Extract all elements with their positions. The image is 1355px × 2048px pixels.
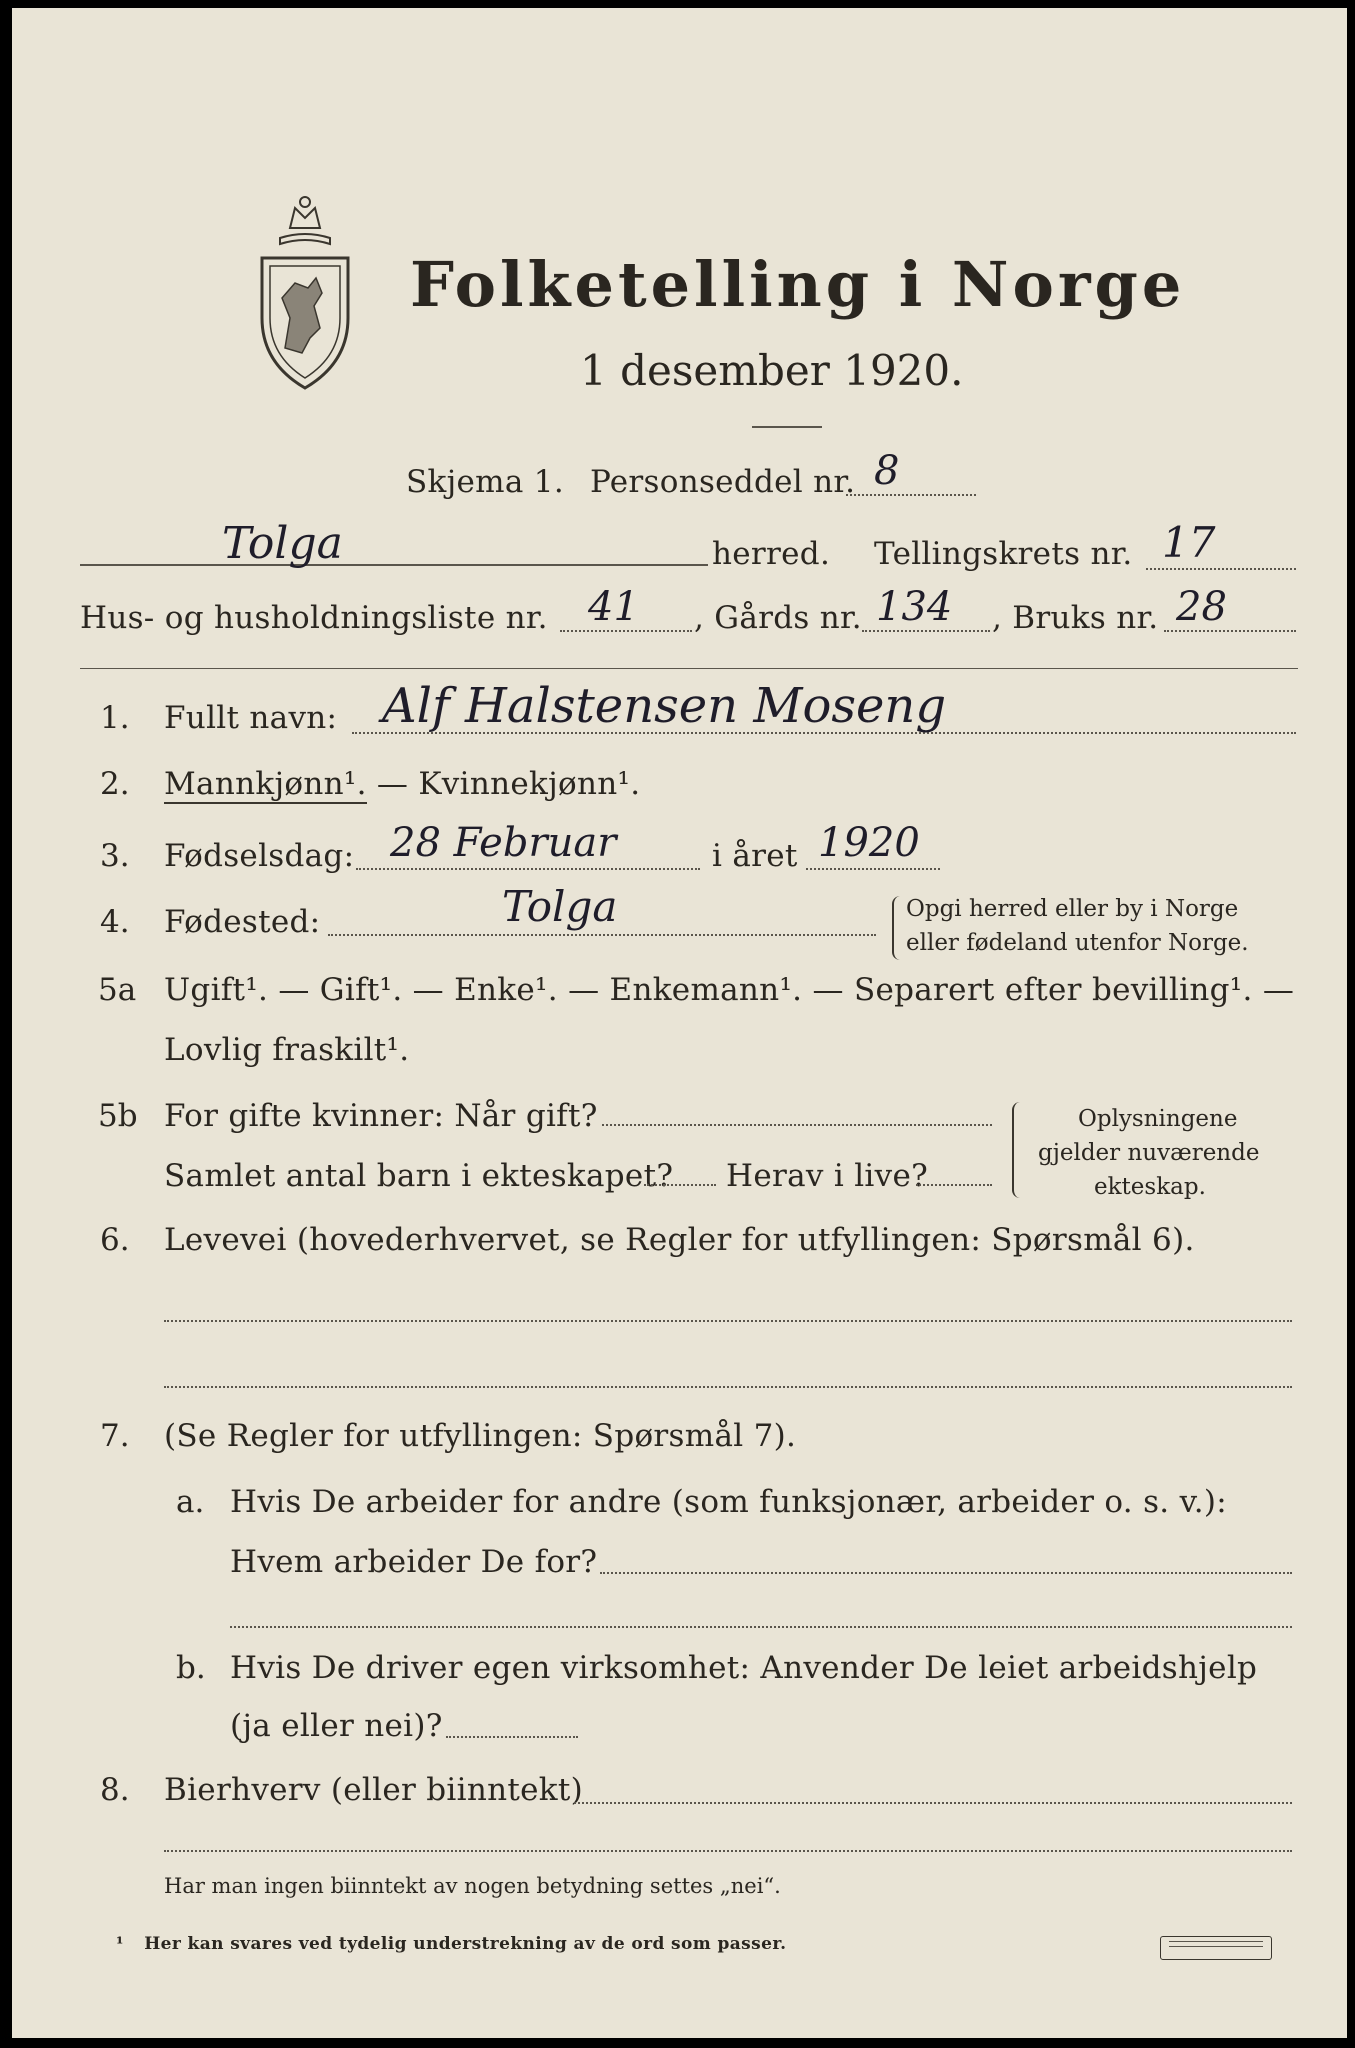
q6-line2 <box>164 1386 1292 1388</box>
census-form <box>12 8 1347 2038</box>
skjema-label: Skjema 1. <box>406 464 564 500</box>
q1-number: 1. <box>100 700 130 736</box>
q7a-line1: Hvis De arbeider for andre (som funksjonær, arbeider o. s. v.): <box>230 1484 1228 1520</box>
year-line <box>806 868 940 870</box>
bruks-nr: 28 <box>1176 584 1227 630</box>
nei-note: Har man ingen biinntekt av nogen betydning settes „nei“. <box>164 1874 781 1898</box>
printer-stamp <box>1160 1936 1272 1960</box>
bruks-label: , Bruks nr. <box>992 600 1159 636</box>
q5a-number: 5a <box>98 972 137 1008</box>
q5b-line1: For gifte kvinner: Når gift? <box>164 1098 598 1134</box>
q7-label: (Se Regler for utfyllingen: Spørsmål 7). <box>164 1418 797 1454</box>
q5a-line2: Lovlig fraskilt¹. <box>164 1032 410 1068</box>
q7a-line2: Hvem arbeider De for? <box>230 1544 598 1580</box>
q3-number: 3. <box>100 838 130 874</box>
q8-answer-line1 <box>574 1802 1292 1804</box>
q4-note-line1: Opgi herred eller by i Norge <box>906 896 1239 922</box>
q7b-line1: Hvis De driver egen virksomhet: Anvender De leiet arbeidshjelp <box>230 1650 1258 1686</box>
sex-separator: — <box>366 766 419 802</box>
q5b-bracket <box>1012 1102 1022 1198</box>
title-divider <box>752 426 822 428</box>
personseddel-label: Personseddel nr. <box>590 464 856 500</box>
q1-label: Fullt navn: <box>164 700 338 736</box>
q4-label: Fødested: <box>164 904 321 940</box>
herred-value: Tolga <box>222 518 343 569</box>
hus-line <box>560 630 692 632</box>
hus-label: Hus- og husholdningsliste nr. <box>80 600 548 636</box>
form-title: Folketelling i Norge <box>410 248 1186 321</box>
bruks-line <box>1164 630 1296 632</box>
coat-of-arms-icon <box>250 188 360 398</box>
tellingskrets-label: Tellingskrets nr. <box>874 536 1133 572</box>
gards-line <box>862 630 990 632</box>
herred-label: herred. <box>712 536 831 572</box>
q6-number: 6. <box>100 1222 130 1258</box>
q3-line <box>356 868 700 870</box>
q8-answer-line2 <box>164 1850 1292 1852</box>
q5b-children-label: Samlet antal barn i ekteskapet? <box>164 1158 674 1194</box>
q5b-note3: ekteskap. <box>1094 1174 1206 1200</box>
q2-number: 2. <box>100 766 130 802</box>
sex-female: Kvinnekjønn¹. <box>418 766 641 802</box>
census-date: 1 desember 1920. <box>580 346 964 395</box>
gards-nr: 134 <box>876 584 953 630</box>
q7b-line2: (ja eller nei)? <box>230 1708 443 1744</box>
year-label: i året <box>712 838 798 874</box>
tellingskrets-nr: 17 <box>1162 518 1216 567</box>
q3-label: Fødselsdag: <box>164 838 355 874</box>
q5b-number: 5b <box>98 1098 138 1134</box>
q7a-answer-line1 <box>600 1572 1292 1574</box>
q4-line <box>328 934 876 936</box>
hus-nr: 41 <box>588 584 639 630</box>
q7-number: 7. <box>100 1418 130 1454</box>
q5b-children-line <box>644 1184 716 1186</box>
birthplace-value: Tolga <box>502 882 618 931</box>
q5b-married-line <box>602 1124 992 1126</box>
header-rule <box>80 668 1298 669</box>
q5b-note2: gjelder nuværende <box>1038 1140 1260 1166</box>
q5b-alive-line <box>916 1184 992 1186</box>
q7a-number: a. <box>176 1484 205 1520</box>
personseddel-nr: 8 <box>874 448 900 494</box>
footnote-mark: ¹ <box>116 1934 124 1954</box>
q8-label: Bierhverv (eller biinntekt) <box>164 1772 584 1808</box>
herred-line <box>80 564 708 566</box>
tellingskrets-line <box>1146 568 1296 570</box>
q4-bracket <box>892 896 902 960</box>
full-name-value: Alf Halstensen Moseng <box>382 678 947 734</box>
personseddel-line <box>846 494 976 496</box>
q7a-answer-line2 <box>230 1626 1292 1628</box>
q6-line1 <box>164 1320 1292 1322</box>
q8-number: 8. <box>100 1772 130 1808</box>
sex-male: Mannkjønn¹. <box>164 766 367 802</box>
q2-sex-options <box>164 766 640 802</box>
q7b-answer-line <box>446 1736 578 1738</box>
q4-number: 4. <box>100 904 130 940</box>
gards-label: , Gårds nr. <box>694 600 862 636</box>
birth-date-value: 28 Februar <box>390 820 617 866</box>
q7b-number: b. <box>176 1650 206 1686</box>
q5b-note1: Oplysningene <box>1078 1106 1238 1132</box>
footnote-text: Her kan svares ved tydelig understrekning av de ord som passer. <box>144 1934 787 1954</box>
birth-year-value: 1920 <box>818 820 920 866</box>
q5a-line1: Ugift¹. — Gift¹. — Enke¹. — Enkemann¹. — Separert efter bevilling¹. — <box>164 972 1295 1008</box>
q4-note-line2: eller fødeland utenfor Norge. <box>906 930 1249 956</box>
q6-label: Levevei (hovederhvervet, se Regler for utfyllingen: Spørsmål 6). <box>164 1222 1195 1258</box>
footnote <box>116 1934 786 1954</box>
q5b-alive-label: Herav i live? <box>726 1158 929 1194</box>
